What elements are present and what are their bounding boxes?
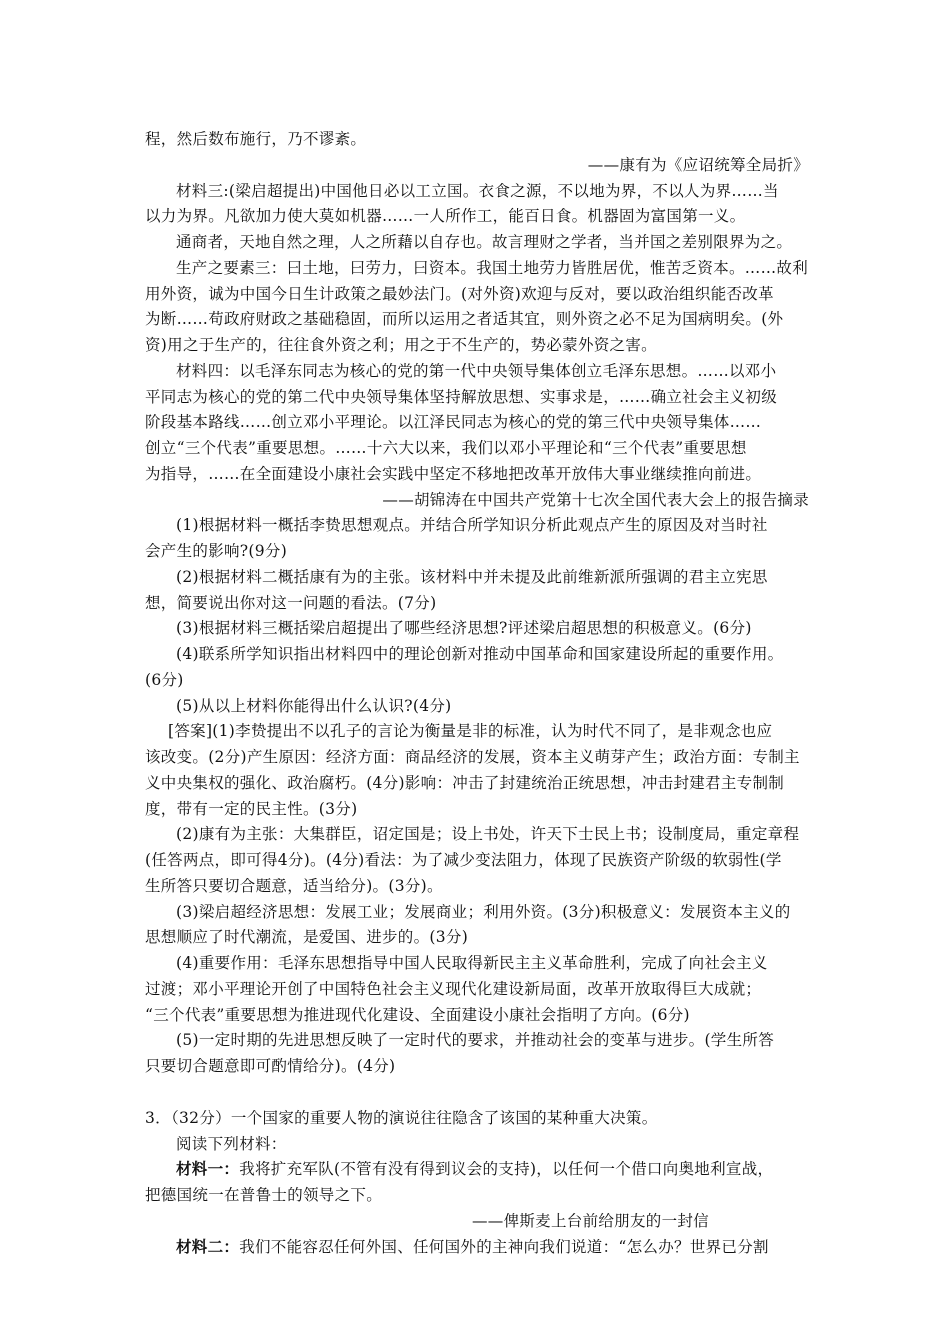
- question-line: (1)根据材料一概括李贽思想观点。并结合所学知识分析此观点产生的原因及对当时社: [176, 516, 768, 534]
- text-line: 阅读下列材料：: [176, 1135, 287, 1153]
- text-line: 平同志为核心的党的第二代中央领导集体坚持解放思想、实事求是，……确立社会主义初级: [145, 388, 778, 406]
- answer-line: 该改变。(2分)产生原因：经济方面：商品经济的发展，资本主义萌芽产生；政治方面：专制主: [145, 748, 800, 766]
- text-line: 为指导，……在全面建设小康社会实践中坚定不移地把改革开放伟大事业继续推向前进。: [145, 465, 762, 483]
- text-line: 材料四：以毛泽东同志为核心的党的第一代中央领导集体创立毛泽东思想。……以邓小: [176, 362, 777, 380]
- question-line: (3)根据材料三概括梁启超提出了哪些经济思想?评述梁启超思想的积极意义。(6分): [176, 619, 752, 637]
- text-line: 用外资，诚为中国今日生计政策之最妙法门。(对外资)欢迎与反对，要以政治组织能否改革: [145, 285, 774, 303]
- answer-line: (4)重要作用：毛泽东思想指导中国人民取得新民主主义革命胜利，完成了向社会主义: [176, 954, 768, 972]
- answer-line: (2)康有为主张：大集群臣，诏定国是；设上书处，许天下士民上书；设制度局，重定章程: [176, 825, 800, 843]
- text-line: 以力为界。凡欲加力使大莫如机器……一人所作工，能百日食。机器固为富国第一义。: [145, 207, 746, 225]
- answer-line: (5)一定时期的先进思想反映了一定时代的要求，并推动社会的变革与进步。(学生所答: [176, 1031, 775, 1049]
- material-label: 材料二：: [176, 1237, 240, 1256]
- question-line: (5)从以上材料你能得出什么认识?(4分): [176, 697, 452, 715]
- answer-line: 度，带有一定的民主性。(3分): [145, 800, 358, 818]
- question-line: (6分): [145, 671, 184, 689]
- question-line: (4)联系所学知识指出材料四中的理论创新对推动中国革命和国家建设所起的重要作用。: [176, 645, 784, 663]
- question-line: 想，简要说出你对这一问题的看法。(7分): [145, 594, 437, 612]
- text-line: 创立“三个代表”重要思想。……十六大以来，我们以邓小平理论和“三个代表”重要思想: [145, 439, 747, 457]
- citation-line: ——俾斯麦上台前给朋友的一封信: [471, 1212, 709, 1230]
- text-line: 资)用之于生产的，往往食外资之利；用之于不生产的，势必蒙外资之害。: [145, 336, 657, 354]
- text-line: 为断……苟政府财政之基础稳固，而所以运用之者适其宜，则外资之必不足为国病明矣。(外: [145, 310, 784, 328]
- text-line: 生产之要素三：曰土地，曰劳力，曰资本。我国土地劳力皆胜居优，惟苦乏资本。……故利: [176, 259, 809, 277]
- material-label: 材料一：: [176, 1159, 240, 1178]
- question-line: 会产生的影响?(9分): [145, 542, 288, 560]
- text-line: 材料三:(梁启超提出)中国他日必以工立国。衣食之源，不以地为界，不以人为界……当: [176, 182, 779, 200]
- text-line: 把德国统一在普鲁士的领导之下。: [145, 1186, 383, 1204]
- answer-line: 只要切合题意即可酌情给分)。(4分): [145, 1057, 396, 1075]
- answer-line: “三个代表”重要思想为推进现代化建设、全面建设小康社会指明了方向。(6分): [145, 1006, 690, 1024]
- answer-line: (任答两点，即可得4分)。(4分)看法：为了减少变法阻力，体现了民族资产阶级的软弱性(学: [145, 851, 782, 869]
- answer-line: 过渡；邓小平理论开创了中国特色社会主义现代化建设新局面，改革开放取得巨大成就；: [145, 980, 762, 998]
- answer-line: 思想顺应了时代潮流，是爱国、进步的。(3分): [145, 928, 469, 946]
- answer-line: (3)梁启超经济思想：发展工业；发展商业；利用外资。(3分)积极意义：发展资本主义的: [176, 903, 791, 921]
- material-line: [176, 1236, 809, 1258]
- text-line: 程，然后数布施行，乃不谬紊。: [145, 130, 367, 148]
- text-line: 通商者，天地自然之理，人之所藉以自存也。故言理财之学者，当并国之差别限界为之。: [176, 233, 793, 251]
- answer-line: [答案](1)李贽提出不以孔子的言论为衡量是非的标准，认为时代不同了，是非观念也应: [168, 722, 773, 740]
- answer-line: 义中央集权的强化、政治腐朽。(4分)影响：冲击了封建统治正统思想，冲击封建君主专制制: [145, 774, 785, 792]
- citation-line: ——康有为《应诏统筹全局折》: [587, 156, 809, 174]
- answer-line: 生所答只要切合题意，适当给分)。(3分)。: [145, 877, 443, 895]
- material-text: 我们不能容忍任何外国、任何国外的主神向我们说道：“怎么办？世界已分割: [239, 1238, 769, 1256]
- material-line: [176, 1158, 809, 1180]
- text-line: 阶段基本路线……创立邓小平理论。以江泽民同志为核心的党的第三代中央领导集体……: [145, 413, 762, 431]
- citation-line: ——胡锦涛在中国共产党第十七次全国代表大会上的报告摘录: [382, 491, 809, 509]
- material-text: 我将扩充军队(不管有没有得到议会的支持)，以任何一个借口向奥地利宣战，: [239, 1160, 774, 1178]
- question-heading: 3．（32分）一个国家的重要人物的演说往往隐含了该国的某种重大决策。: [145, 1109, 658, 1127]
- question-line: (2)根据材料二概括康有为的主张。该材料中并未提及此前维新派所强调的君主立宪思: [176, 568, 768, 586]
